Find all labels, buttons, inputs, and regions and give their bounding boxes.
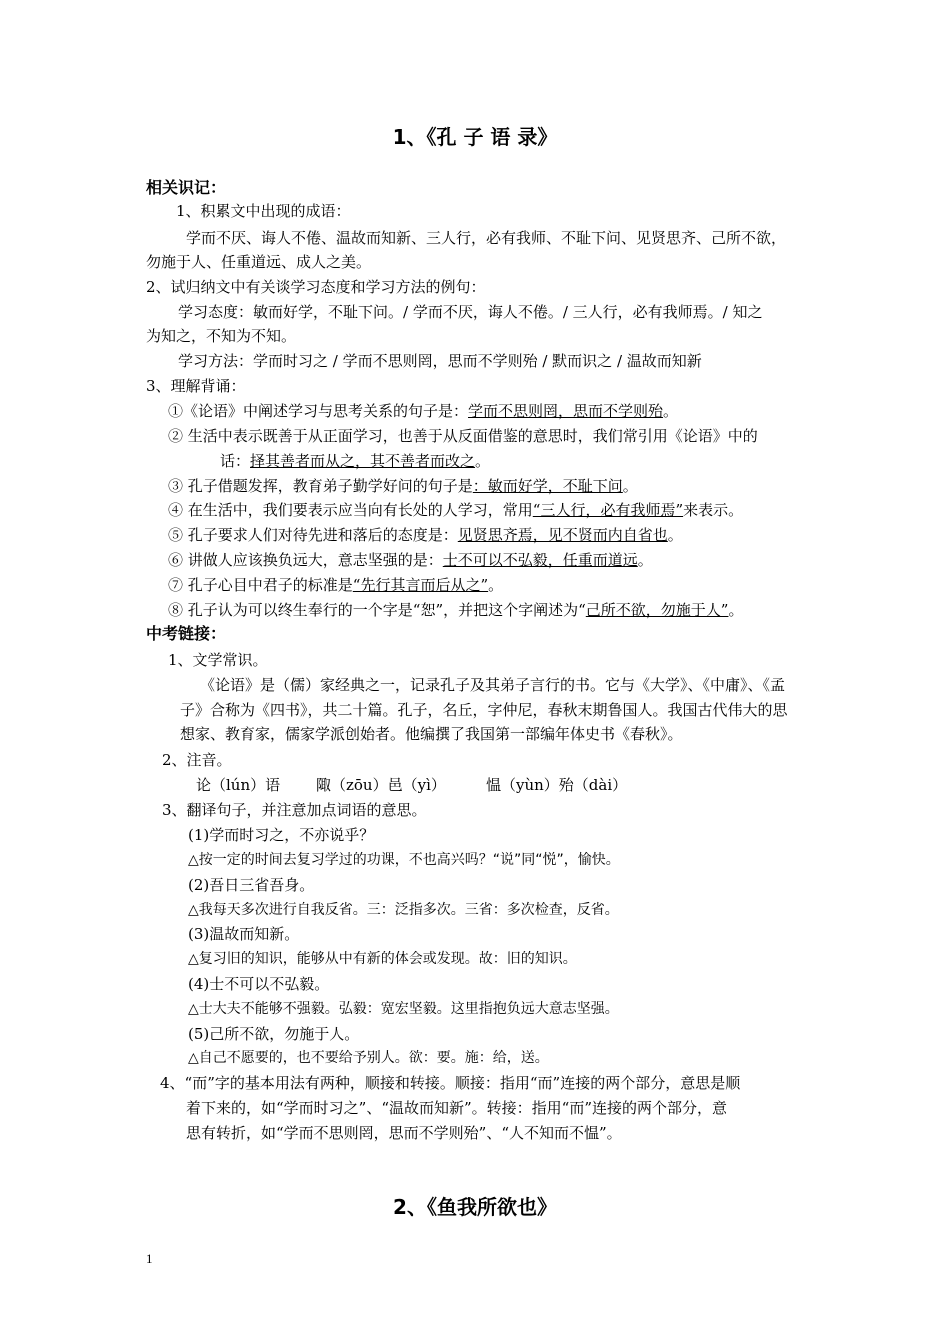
question-5 (168, 525, 683, 545)
translation-question: (3)温故而知新。 (188, 925, 300, 943)
translation-question: (2)吾日三省吾身。 (188, 876, 315, 894)
exam-item-1: 1、文学常识。 (168, 651, 268, 669)
item-2: 2、试归纳文中有关谈学习态度和学习方法的例句： (146, 278, 486, 296)
exam-item-4-line-b: 着下来的，如“学而时习之”、“温故而知新”。转接：指用“而”连接的两个部分，意 (186, 1099, 728, 1117)
question-end: 。 (663, 402, 679, 420)
question-end: 。 (488, 576, 504, 594)
question-2-cont (220, 451, 490, 471)
exam-item-4-line-c: 思有转折，如“学而不思则罔，思而不学则殆”、“人不知而不愠”。 (186, 1124, 622, 1142)
question-text: ⑦ 孔子心目中君子的标准是 (168, 576, 353, 594)
question-2: ② 生活中表示既善于从正面学习，也善于从反面借鉴的意思时，我们常引用《论语》中的 (168, 427, 758, 445)
translation-answer: △我每天多次进行自我反省。三：泛指多次。三省：多次检查，反省。 (188, 902, 619, 918)
translation-answer: △自己不愿要的，也不要给予别人。欲：要。施：给，送。 (188, 1050, 549, 1066)
question-end: 。 (728, 601, 744, 619)
question-end: 。 (475, 452, 491, 470)
page-number: 1 (146, 1251, 153, 1266)
exam-item-1-line-a: 《论语》是（儒）家经典之一，记录孔子及其弟子言行的书。它与《大学》、《中庸》、《孟 (200, 676, 786, 694)
item-2-line-b: 为知之，不知为不知。 (146, 327, 297, 345)
answer-underlined: 见贤思齐焉，见不贤而内自省也 (457, 526, 668, 544)
heading-related-memory: 相关识记： (146, 178, 227, 197)
item-1: 1、积累文中出现的成语： (176, 202, 351, 220)
section-title-1: 1、《孔 子 语 录》 (392, 125, 558, 149)
translation-answer: △按一定的时间去复习学过的功课，不也高兴吗？“说”同“悦”，愉快。 (188, 852, 620, 868)
item-2-line-a: 学习态度：敏而好学，不耻下问。/ 学而不厌，诲人不倦。/ 三人行，必有我师焉。/ 知之 (178, 303, 763, 321)
exam-item-1-line-c: 想家、教育家，儒家学派创始者。他编撰了我国第一部编年体史书《春秋》。 (180, 725, 683, 743)
heading-exam-link: 中考链接： (146, 624, 227, 643)
exam-item-1-line-b: 子》合称为《四书》，共二十篇。孔子，名丘，字仲尼，春秋末期鲁国人。我国古代伟大的思 (180, 701, 788, 719)
item-1-line-a: 学而不厌、诲人不倦、温故而知新、三人行，必有我师、不耻下问、见贤思齐、己所不欲， (186, 229, 787, 247)
pinyin-2: 陬（zōu）邑（yì） (316, 776, 446, 794)
translation-question: (5)己所不欲，勿施于人。 (188, 1025, 360, 1043)
answer-underlined: 学而不思则罔，思而不学则殆 (468, 402, 664, 420)
answer-underlined: 己所不欲，勿施于人” (585, 601, 729, 619)
pinyin-3: 愠（yùn）殆（dài） (486, 776, 628, 794)
question-text: ③ 孔子借题发挥，教育弟子勤学好问的句子是 (168, 477, 473, 495)
exam-item-2: 2、注音。 (162, 751, 232, 769)
translation-answer: △复习旧的知识，能够从中有新的体会或发现。故：旧的知识。 (188, 951, 577, 967)
question-end: 。 (622, 477, 638, 495)
answer-underlined: “先行其言而后从之” (352, 576, 489, 594)
pinyin-1: 论（lún）语 (196, 776, 281, 794)
question-text: ⑤ 孔子要求人们对待先进和落后的态度是： (168, 526, 458, 544)
exam-item-3: 3、翻译句子，并注意加点词语的意思。 (162, 801, 427, 819)
question-end: 。 (667, 526, 683, 544)
question-text: ⑧ 孔子认为可以终生奉行的一个字是“恕”，并把这个字阐述为“ (168, 601, 586, 619)
question-end: 来表示。 (683, 501, 744, 519)
answer-underlined: 择其善者而从之，其不善者而改之 (250, 452, 476, 470)
answer-underlined: “三人行，必有我师焉” (532, 501, 684, 519)
question-text: 话： (220, 452, 251, 470)
translation-question: (1)学而时习之，不亦说乎？ (188, 826, 375, 844)
translation-answer: △士大夫不能够不强毅。弘毅：宽宏坚毅。这里指抱负远大意志坚强。 (188, 1001, 619, 1017)
item-1-line-b: 勿施于人、任重道远、成人之美。 (146, 253, 372, 271)
question-8 (168, 600, 743, 620)
section-title-2: 2、《鱼我所欲也》 (393, 1195, 557, 1219)
answer-underlined: ：敏而好学，不耻下问 (472, 477, 623, 495)
question-end: 。 (637, 551, 653, 569)
item-3: 3、理解背诵： (146, 377, 246, 395)
exam-item-4-line-a: 4、“而”字的基本用法有两种，顺接和转接。顺接：指用“而”连接的两个部分，意思是顺 (160, 1074, 741, 1092)
question-4 (168, 500, 743, 520)
question-text: ④ 在生活中，我们要表示应当向有长处的人学习，常用 (168, 501, 533, 519)
answer-underlined: 士不可以不弘毅，任重而道远 (442, 551, 638, 569)
question-7 (168, 575, 503, 595)
question-text: ①《论语》中阐述学习与思考关系的句子是： (168, 402, 469, 420)
translation-question: (4)士不可以不弘毅。 (188, 975, 330, 993)
item-2-line-c: 学习方法：学而时习之 / 学而不思则罔，思而不学则殆 / 默而识之 / 温故而知新 (178, 352, 702, 370)
question-3 (168, 476, 638, 496)
question-6 (168, 550, 653, 570)
question-text: ⑥ 讲做人应该换负远大，意志坚强的是： (168, 551, 443, 569)
question-1 (168, 401, 678, 421)
